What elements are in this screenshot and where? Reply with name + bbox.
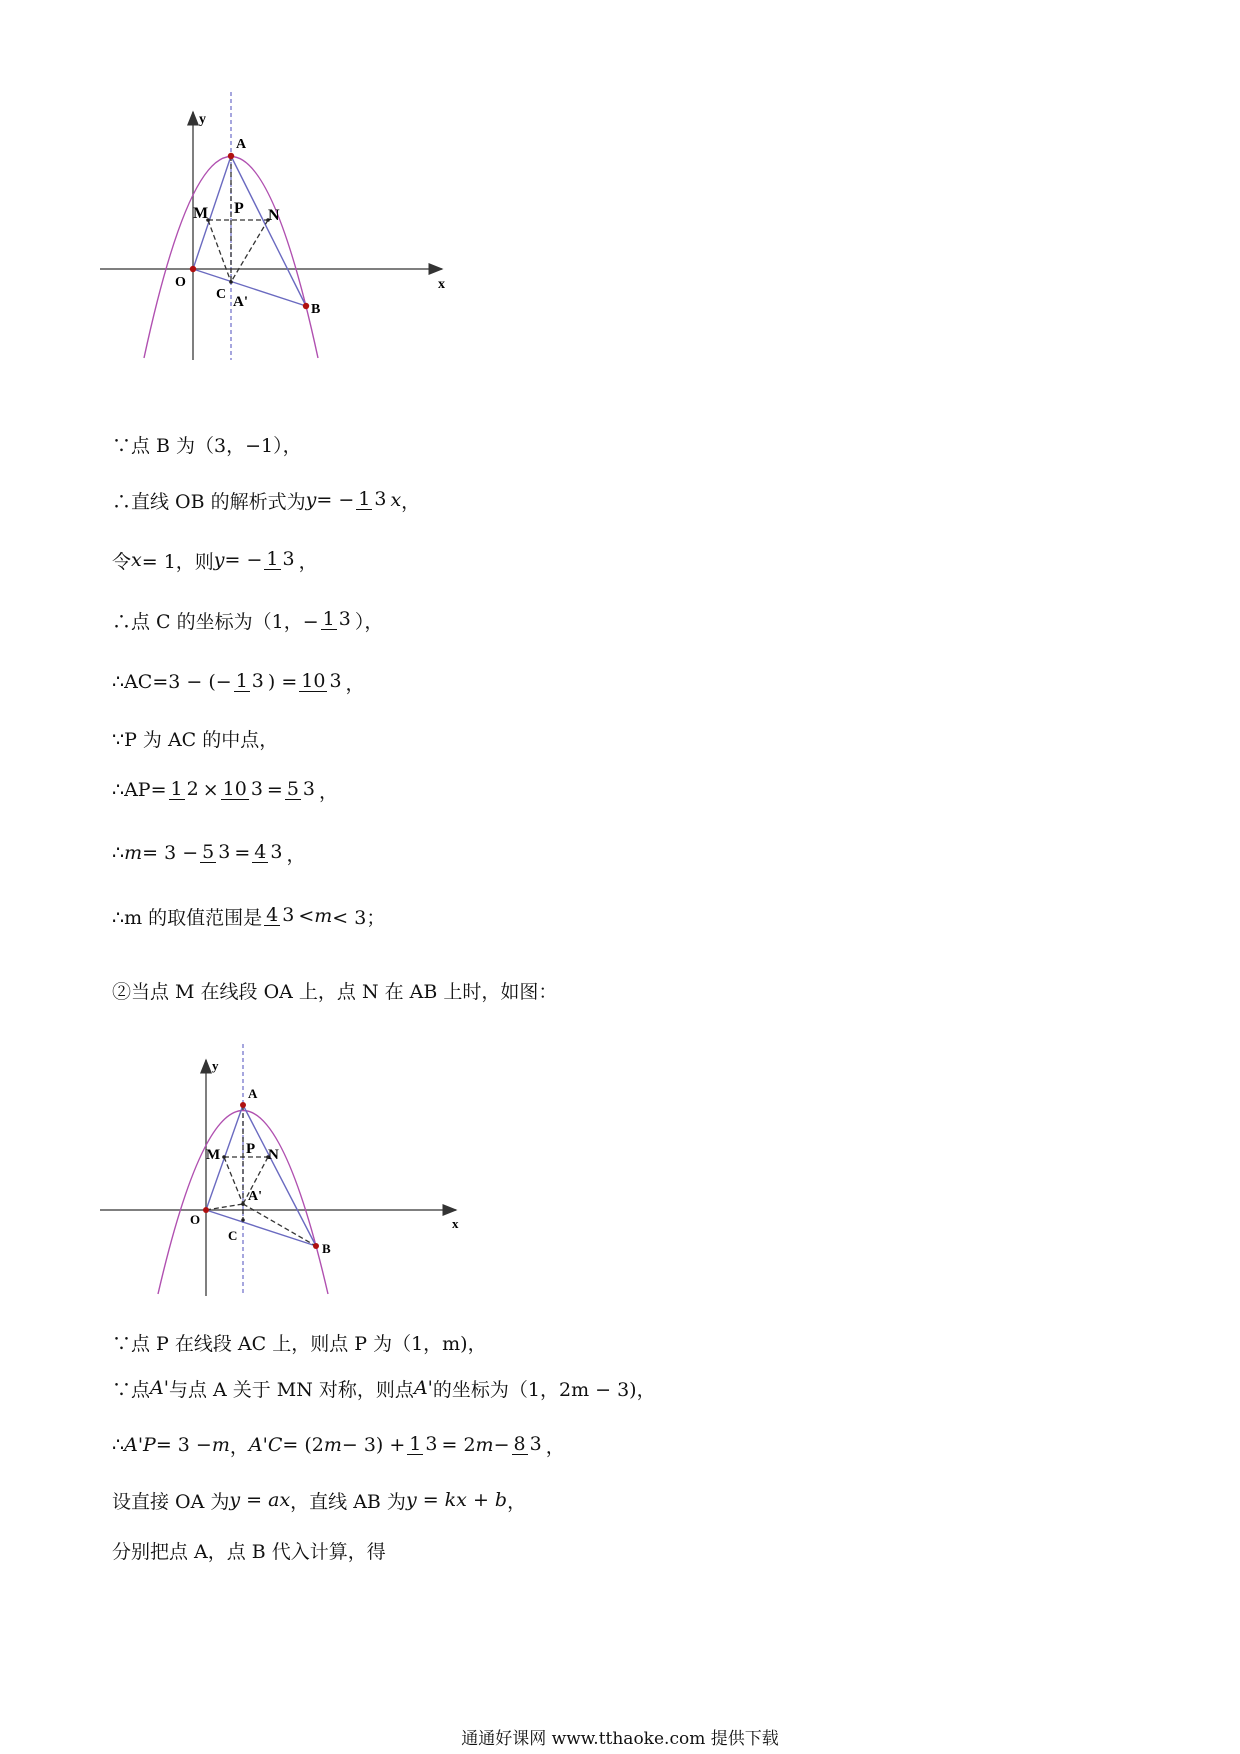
text-line-1: ∵点 B 为（3，−1），: [112, 434, 302, 457]
text-line-15: 分别把点 A，点 B 代入计算，得: [112, 1540, 386, 1563]
point-M: [222, 1155, 226, 1159]
point-O: [203, 1207, 209, 1213]
label-M: M: [193, 205, 209, 222]
label-y: y: [199, 112, 206, 127]
label-Aprime: A': [248, 1189, 262, 1204]
label-M: M: [206, 1147, 221, 1163]
fraction: 10 3: [222, 777, 263, 800]
label-x: x: [452, 1216, 459, 1231]
text-line-10: ②当点 M 在线段 OA 上，点 N 在 AB 上时，如图：: [112, 980, 558, 1003]
fraction: 10 3: [301, 669, 342, 692]
text-line-5: ∴AC=3 − (− 1 3 ) = 10 3 ，: [112, 669, 365, 695]
label-A: A: [236, 137, 247, 152]
label-A: A: [248, 1086, 258, 1101]
text-line-2: ∴直线 OB 的解析式为 y = − 1 3 x ，: [112, 487, 421, 513]
point-A: [240, 1102, 246, 1108]
fraction: 5 3: [202, 840, 231, 863]
label-P: P: [234, 200, 244, 217]
parabola-figure-1: [100, 90, 470, 370]
fraction: 1 3: [235, 669, 264, 692]
text-line-11: ∵点 P 在线段 AC 上，则点 P 为（1，m)，: [112, 1332, 487, 1355]
text-line-3: 令 x = 1，则 y = − 1 3 ，: [112, 547, 318, 573]
label-C: C: [228, 1228, 238, 1243]
label-P: P: [246, 1141, 256, 1157]
point-Aprime: [241, 1202, 245, 1206]
segment-AB: [231, 156, 306, 306]
parabola-figure-2: [100, 1040, 470, 1310]
text-line-4: ∴点 C 的坐标为（1，− 1 3 ），: [112, 607, 384, 633]
fraction: 4 3: [266, 903, 295, 926]
point-B: [303, 303, 309, 309]
label-Aprime: A': [233, 294, 248, 310]
text-line-9: ∴m 的取值范围是 4 3 < m < 3；: [112, 903, 386, 929]
text-line-6: ∵P 为 AC 的中点，: [112, 728, 279, 751]
label-C: C: [216, 287, 227, 302]
fraction: 4 3: [254, 840, 283, 863]
label-y: y: [212, 1058, 219, 1073]
point-B: [313, 1243, 319, 1249]
segment-MAprime: [208, 220, 231, 282]
point-O: [190, 266, 196, 272]
point-Aprime: [229, 280, 233, 284]
text-line-14: 设直接 OA 为 y = ax ，直线 AB 为 y = kx + b ，: [112, 1489, 527, 1513]
label-B: B: [311, 302, 321, 317]
segment-OB: [193, 269, 306, 306]
fraction: 1 3: [322, 607, 351, 630]
fraction: 8 3: [513, 1432, 542, 1455]
fraction: 1 3: [358, 487, 387, 510]
label-N: N: [268, 1147, 279, 1163]
label-N: N: [268, 207, 280, 224]
text-line-13: ∴ A'P = 3 − m ， A'C = (2 m − 3) + 1 3 = 2 m − 8 3 ，: [112, 1432, 565, 1458]
fraction: 1 3: [266, 547, 295, 570]
fraction: 1 2: [170, 777, 199, 800]
label-O: O: [175, 275, 186, 290]
segment-NAprime: [231, 220, 268, 282]
segment-MAprime: [224, 1157, 243, 1204]
fraction: 5 3: [286, 777, 316, 800]
text-line-8: ∴ m = 3 − 5 3 = 4 3 ，: [112, 840, 306, 866]
point-C: [241, 1218, 245, 1222]
footer-text: 通通好课网 www.tthaoke.com 提供下载: [461, 1729, 779, 1749]
segment-OAprime: [206, 1204, 243, 1210]
point-A: [228, 153, 234, 159]
fraction: 1 3: [409, 1432, 438, 1455]
text-line-7: ∴AP= 1 2 × 10 3 = 5 3 ，: [112, 777, 339, 803]
label-O: O: [190, 1212, 201, 1227]
text-line-12: ∵点 A' 与点 A 关于 MN 对称，则点 A' 的坐标为（1，2m − 3)，: [112, 1377, 656, 1401]
label-B: B: [322, 1241, 331, 1256]
label-x: x: [438, 277, 445, 292]
